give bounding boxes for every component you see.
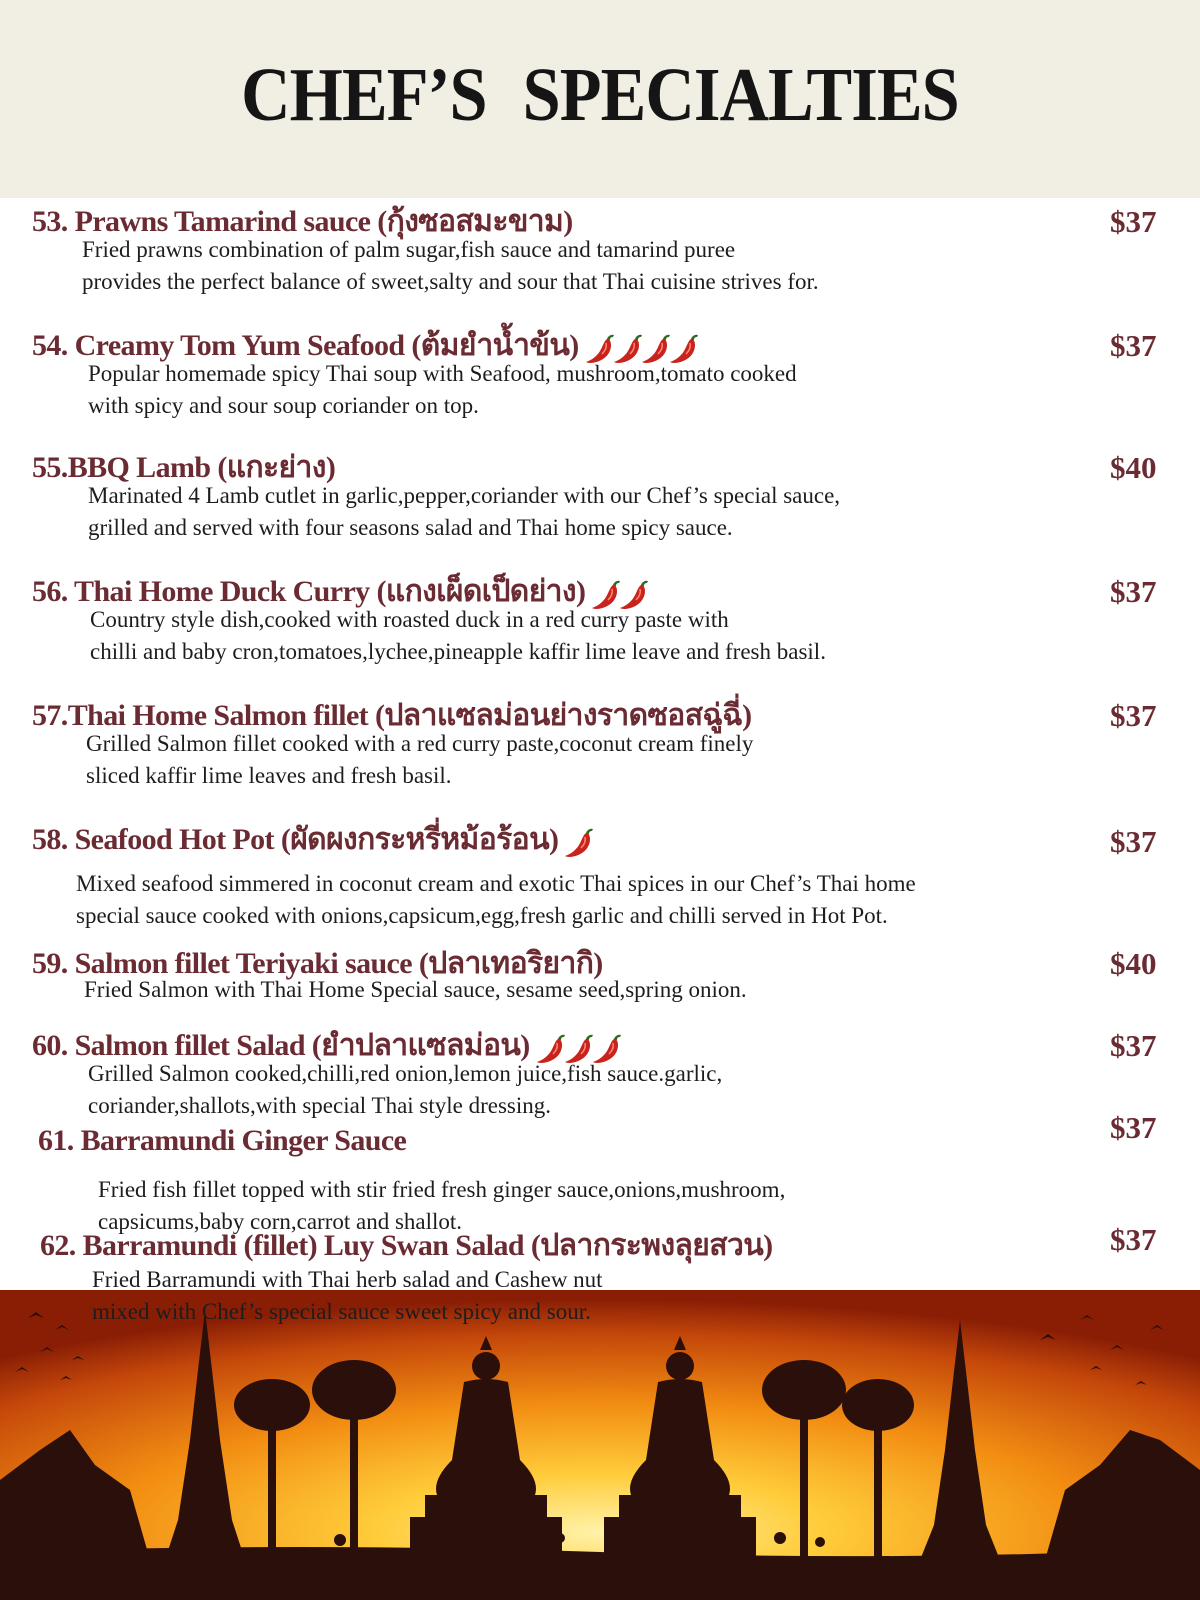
description-line: Mixed seafood simmered in coconut cream and exotic Thai spices in our Chef’s Thai home xyxy=(76,871,916,896)
item-price: $37 xyxy=(1110,574,1157,609)
item-title: 57.Thai Home Salmon fillet (ปลาแซลม่อนย่างราดซอสฉู่ฉี่) xyxy=(32,699,752,732)
description-line: Popular homemade spicy Thai soup with Seafood, mushroom,tomato cooked xyxy=(88,361,797,386)
item-description xyxy=(86,728,753,792)
item-title xyxy=(32,816,590,863)
sunset-temple-illustration xyxy=(0,1290,1200,1600)
page-title: CHEF’S SPECIALTIES xyxy=(241,53,959,137)
description-line: provides the perfect balance of sweet,salty and sour that Thai cuisine strives for. xyxy=(82,269,819,294)
item-title: 55.BBQ Lamb (แกะย่าง) xyxy=(32,451,336,484)
description-line: Fried fish fillet topped with stir fried fresh ginger sauce,onions,mushroom, xyxy=(98,1177,786,1202)
menu-header xyxy=(0,0,1200,198)
item-description xyxy=(90,604,826,668)
item-description xyxy=(92,1264,603,1328)
item-price: $37 xyxy=(1110,1222,1157,1257)
item-description xyxy=(82,234,819,298)
item-title: 61. Barramundi Ginger Sauce xyxy=(38,1124,407,1157)
chili-pepper-icon xyxy=(562,826,596,860)
item-description xyxy=(88,1058,722,1122)
item-title-text: 58. Seafood Hot Pot (ผัดผงกระหรี่หม้อร้อน) xyxy=(32,823,559,856)
item-description xyxy=(88,358,797,422)
item-title: 59. Salmon fillet Teriyaki sauce (ปลาเทอริยากิ) xyxy=(32,947,603,980)
description-line: Grilled Salmon fillet cooked with a red curry paste,coconut cream finely xyxy=(86,731,754,756)
spice-level xyxy=(562,824,590,860)
description-line: mixed with Chef’s special sauce sweet spicy and sour. xyxy=(92,1299,591,1324)
item-price: $37 xyxy=(1110,698,1157,733)
description-line: Country style dish,cooked with roasted duck in a red curry paste with xyxy=(90,607,729,632)
item-title: 53. Prawns Tamarind sauce (กุ้งซอสมะขาม) xyxy=(32,205,573,238)
item-price: $37 xyxy=(1110,328,1157,363)
item-title-text: 60. Salmon fillet Salad (ยำปลาแซลม่อน) xyxy=(32,1029,530,1062)
description-line: chilli and baby cron,tomatoes,lychee,pineapple kaffir lime leave and fresh basil. xyxy=(90,639,826,664)
item-price: $37 xyxy=(1110,824,1157,859)
description-line: grilled and served with four seasons salad and Thai home spicy sauce. xyxy=(88,515,733,540)
item-price: $37 xyxy=(1110,1110,1157,1145)
description-line: Marinated 4 Lamb cutlet in garlic,pepper,coriander with our Chef’s special sauce, xyxy=(88,483,841,508)
item-price: $37 xyxy=(1110,1028,1157,1063)
item-title: 62. Barramundi (fillet) Luy Swan Salad (ปลากระพงลุยสวน) xyxy=(40,1229,773,1262)
sunset-temple-scene xyxy=(0,1290,1200,1600)
description-line: Grilled Salmon cooked,chilli,red onion,lemon juice,fish sauce.garlic, xyxy=(88,1061,723,1086)
item-price: $40 xyxy=(1110,946,1157,981)
item-title-text: 54. Creamy Tom Yum Seafood (ต้มยำน้ำข้น) xyxy=(32,329,579,362)
description-line: with spicy and sour soup coriander on top. xyxy=(88,393,479,418)
description-line: special sauce cooked with onions,capsicum,egg,fresh garlic and chilli served in Hot Pot. xyxy=(76,903,888,928)
description-line: Fried prawns combination of palm sugar,fish sauce and tamarind puree xyxy=(82,237,736,262)
description-line: Fried Salmon with Thai Home Special sauce, sesame seed,spring onion. xyxy=(84,977,747,1002)
item-price: $37 xyxy=(1110,204,1157,239)
description-line: Fried Barramundi with Thai herb salad and Cashew nut xyxy=(92,1267,603,1292)
description-line: capsicums,baby corn,carrot and shallot. xyxy=(98,1209,463,1234)
item-price: $40 xyxy=(1110,450,1157,485)
item-description xyxy=(88,480,840,544)
item-description xyxy=(84,974,747,1006)
item-description xyxy=(76,868,916,932)
description-line: sliced kaffir lime leaves and fresh basil. xyxy=(86,763,452,788)
item-title-text: 56. Thai Home Duck Curry (แกงเผ็ดเป็ดย่าง) xyxy=(32,575,586,608)
description-line: coriander,shallots,with special Thai style dressing. xyxy=(88,1093,552,1118)
